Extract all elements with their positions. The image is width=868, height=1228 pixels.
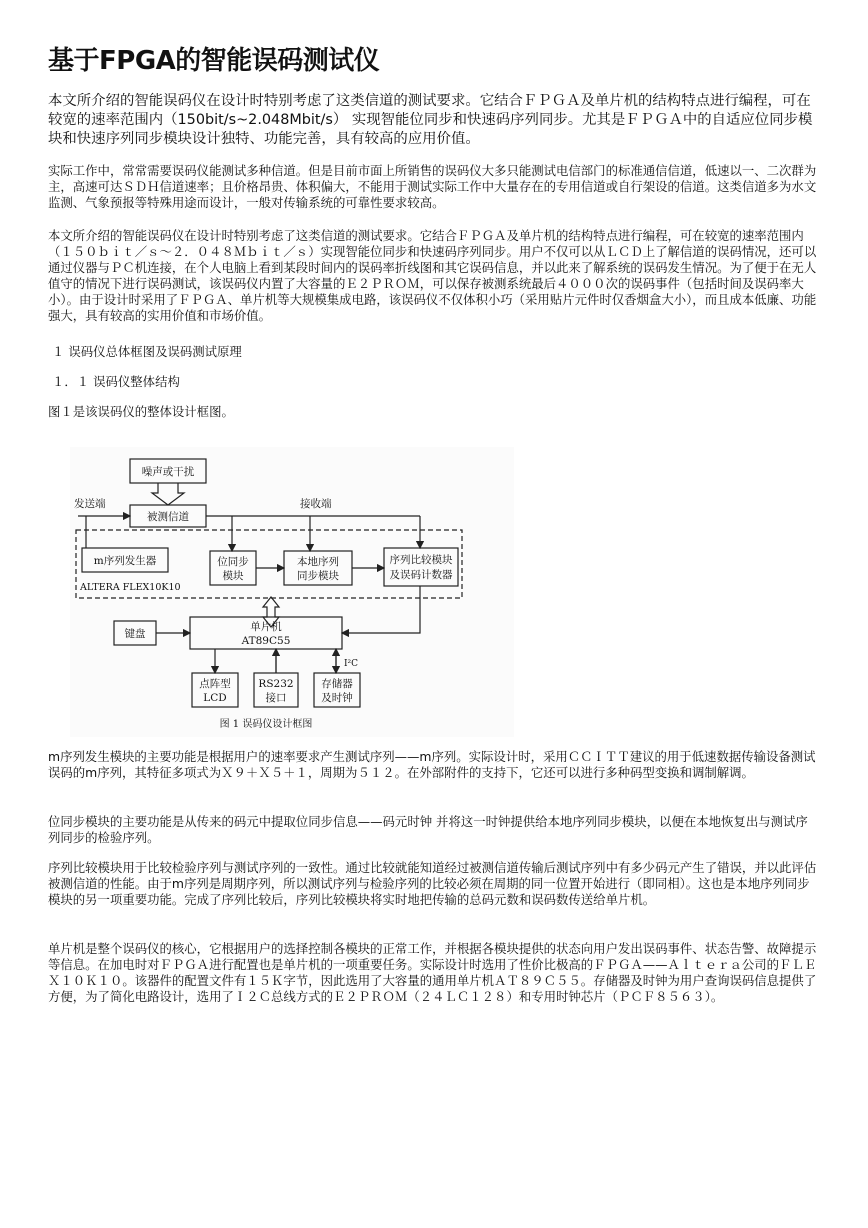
memory-label-1: 存储器 [321, 678, 353, 690]
noise-arrow [152, 483, 184, 505]
intro-paragraph: 本文所介绍的智能误码仪在设计时特别考虑了这类信道的测试要求。它结合ＦＰＧＡ及单片机的结构特点进行编程，可在较宽的速率范围内（150bit/s~2.048Mbit/s） 实现智能位同步和快速码序列同步。尤其是ＦＰＧＡ中的自适应位同步模块和快速序列同步模块设计独特、功能完善，具有较高的应用价值。 [48, 93, 813, 147]
tx-label: 发送端 [74, 498, 106, 510]
localseq-label-1: 本地序列 [297, 556, 339, 568]
compare-label-2: 及误码计数器 [389, 569, 453, 581]
paragraph: 图１是该误码仪的整体设计框图。 [48, 404, 234, 419]
lcd-label-1: 点阵型 [199, 678, 231, 690]
paragraph: 实际工作中，常常需要误码仪能测试多种信道。但是目前市面上所销售的误码仪大多只能测试电信部门的标准通信信道，低速以一、二次群为主，高速可达ＳＤＨ信道速率；且价格昂贵、体积偏大，不能用于测试实际工作中大量存在的专用信道或自行架设的信道。这类信道多为水文监测、气象预报等特殊用途而设计，一般对传输系统的可靠性要求较高。 [48, 163, 817, 210]
block-diagram [70, 447, 514, 737]
rs232-label-2: 接口 [265, 692, 287, 704]
rx-label: 接收端 [300, 498, 332, 510]
compare-to-mcu [342, 586, 420, 633]
paragraph: 序列比较模块用于比较检验序列与测试序列的一致性。通过比较就能知道经过被测信道传输后测试序列中有多少码元产生了错误，并以此评估被测信道的性能。由于m序列是周期序列，所以测试序列与检验序列的比较必须在周期的同一位置开始进行（即同相）。这也是本地序列同步模块的另一项重要功能。完成了序列比较后，序列比较模块将实时地把传输的总码元数和误码数传送给单片机。 [48, 860, 817, 907]
bitsync-label-2: 模块 [222, 570, 244, 582]
noise-label: 噪声或干扰 [141, 466, 195, 478]
section-heading: １ 误码仪总体框图及误码测试原理 [52, 344, 242, 359]
i2c-label: I²C [344, 659, 359, 669]
lcd-label-2: LCD [203, 692, 227, 704]
mcu-label-1: 单片机 [250, 621, 282, 633]
fpga-label: ALTERA FLEX10K10 [80, 582, 181, 593]
figure-caption: 图 1 误码仪设计框图 [219, 719, 313, 730]
paragraph: m序列发生模块的主要功能是根据用户的速率要求产生测试序列——m序列。实际设计时，采用ＣＣＩＴＴ建议的用于低速数据传输设备测试误码的m序列，其特征多项式为Ｘ９＋Ｘ５＋１，周期为５１２。在外部附件的支持下，它还可以进行多种码型变换和调制解调。 [48, 749, 816, 780]
paragraph: 单片机是整个误码仪的核心，它根据用户的选择控制各模块的正常工作，并根据各模块提供的状态向用户发出误码事件、状态告警、故障提示等信息。在加电时对ＦＰＧＡ进行配置也是单片机的一项重要任务。实际设计时选用了性价比极高的ＦＰＧＡ——Ａｌｔｅｒａ公司的ＦＬＥＸ１０Ｋ１０。该器件的配置文件有１５Ｋ字节，因此选用了大容量的通用单片机ＡＴ８９Ｃ５５。存储器及时钟为用户查询误码信息提供了方便，为了简化电路设计，选用了Ｉ２Ｃ总线方式的Ｅ２ＰＲＯＭ（２４ＬＣ１２８）和专用时钟芯片（ＰＣＦ８５６３）。 [48, 941, 817, 1004]
keyboard-label: 键盘 [124, 628, 146, 640]
channel-label: 被测信道 [147, 511, 189, 523]
paragraph: 位同步模块的主要功能是从传来的码元中提取位同步信息——码元时钟 并将这一时钟提供给本地序列同步模块，以便在本地恢复出与测试序列同步的检验序列。 [48, 814, 808, 845]
bitsync-label-1: 位同步 [217, 556, 249, 568]
memory-label-2: 及时钟 [321, 692, 353, 704]
paragraph: 本文所介绍的智能误码仪在设计时特别考虑了这类信道的测试要求。它结合ＦＰＧＡ及单片机的结构特点进行编程，可在较宽的速率范围内（１５０ｂｉｔ／ｓ～２．０４８Ｍｂｉｔ／ｓ）实现智能位同步和快速码序列同步。用户不仅可以从ＬＣＤ上了解信道的误码情况，还可以通过仪器与ＰＣ机连接，在个人电脑上看到某段时间内的误码率折线图和其它误码信息，并以此来了解系统的误码发生情况。为了便于在无人值守的情况下进行误码测试，该误码仪内置了大容量的Ｅ２ＰＲＯＭ，可以保存被测系统最后４０００次的误码事件（包括时间及误码率大小）。由于设计时采用了ＦＰＧＡ、单片机等大规模集成电路，该误码仪不仅体积小巧（采用贴片元件时仅香烟盒大小），而且成本低廉、功能强大，具有较高的实用价值和市场价值。 [48, 228, 817, 323]
block-diagram-figure [70, 447, 514, 737]
subsection-heading: １．１ 误码仪整体结构 [52, 374, 180, 389]
compare-label-1: 序列比较模块 [389, 554, 453, 566]
mcu-label-2: AT89C55 [241, 635, 291, 647]
page-title: 基于FPGA的智能误码测试仪 [48, 46, 380, 76]
mseq-label: m序列发生器 [93, 555, 157, 567]
localseq-label-2: 同步模块 [297, 570, 339, 582]
rs232-label-1: RS232 [258, 678, 294, 690]
